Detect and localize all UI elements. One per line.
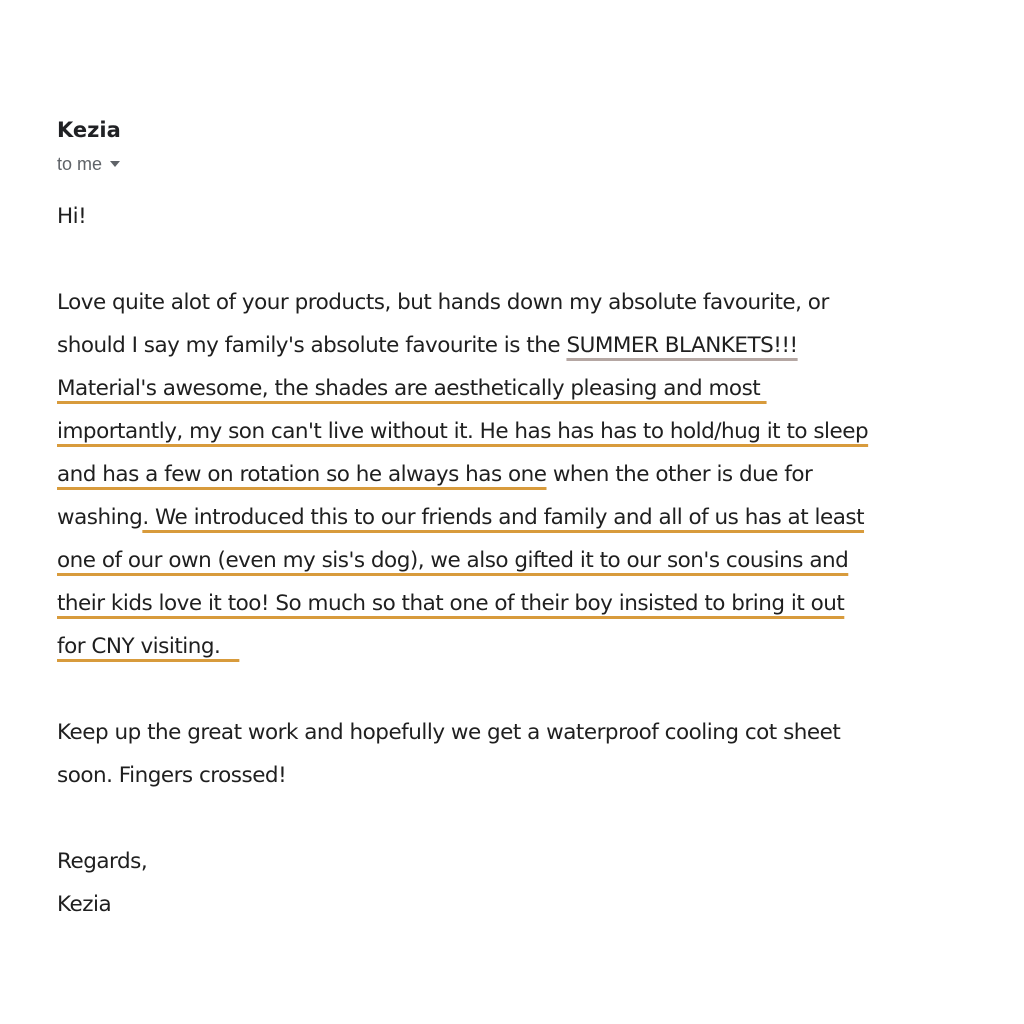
paragraph-request xyxy=(57,711,987,797)
email-body xyxy=(57,195,987,926)
signoff xyxy=(57,840,987,926)
body-line xyxy=(57,453,987,496)
sender-name[interactable]: Kezia xyxy=(57,118,121,142)
body-line xyxy=(57,324,987,367)
body-text-segment: when the other is due for xyxy=(546,462,813,487)
caret-down-icon[interactable] xyxy=(110,161,120,167)
closing-line: Regards, xyxy=(57,849,148,874)
body-line xyxy=(57,625,987,668)
body-text-segment: Love quite alot of your products, but hands down my absolute favourite, or xyxy=(57,290,829,315)
recipient-details-toggle[interactable] xyxy=(57,153,987,175)
body-line xyxy=(57,367,987,410)
highlighted-text: importantly, my son can't live without it. He has has has to hold/hug it to sleep xyxy=(57,419,869,444)
paragraph-praise xyxy=(57,281,987,668)
body-line xyxy=(57,410,987,453)
recipient-label: to me xyxy=(57,154,103,174)
highlighted-text: for CNY visiting. xyxy=(57,634,240,659)
highlighted-text: one of our own (even my sis's dog), we also gifted it to our son's cousins and xyxy=(57,548,849,573)
body-line: soon. Fingers crossed! xyxy=(57,763,287,788)
highlighted-text: Material's awesome, the shades are aesthetically pleasing and most xyxy=(57,376,767,401)
highlighted-text: their kids love it too! So much so that one of their boy insisted to bring it out xyxy=(57,591,845,616)
body-line xyxy=(57,281,987,324)
body-line xyxy=(57,539,987,582)
highlighted-text: and has a few on rotation so he always has one xyxy=(57,462,547,487)
greeting-line: Hi! xyxy=(57,204,87,229)
body-text-segment: washing xyxy=(57,505,143,530)
email-message xyxy=(57,116,987,926)
highlighted-text: . We introduced this to our friends and family and all of us has at least xyxy=(142,505,865,530)
body-line: Keep up the great work and hopefully we get a waterproof cooling cot sheet xyxy=(57,720,841,745)
body-line xyxy=(57,496,987,539)
body-text-segment: should I say my family's absolute favourite is the xyxy=(57,333,567,358)
product-name-highlight: SUMMER BLANKETS!!! xyxy=(566,333,798,358)
signature-line: Kezia xyxy=(57,892,112,917)
body-line xyxy=(57,582,987,625)
